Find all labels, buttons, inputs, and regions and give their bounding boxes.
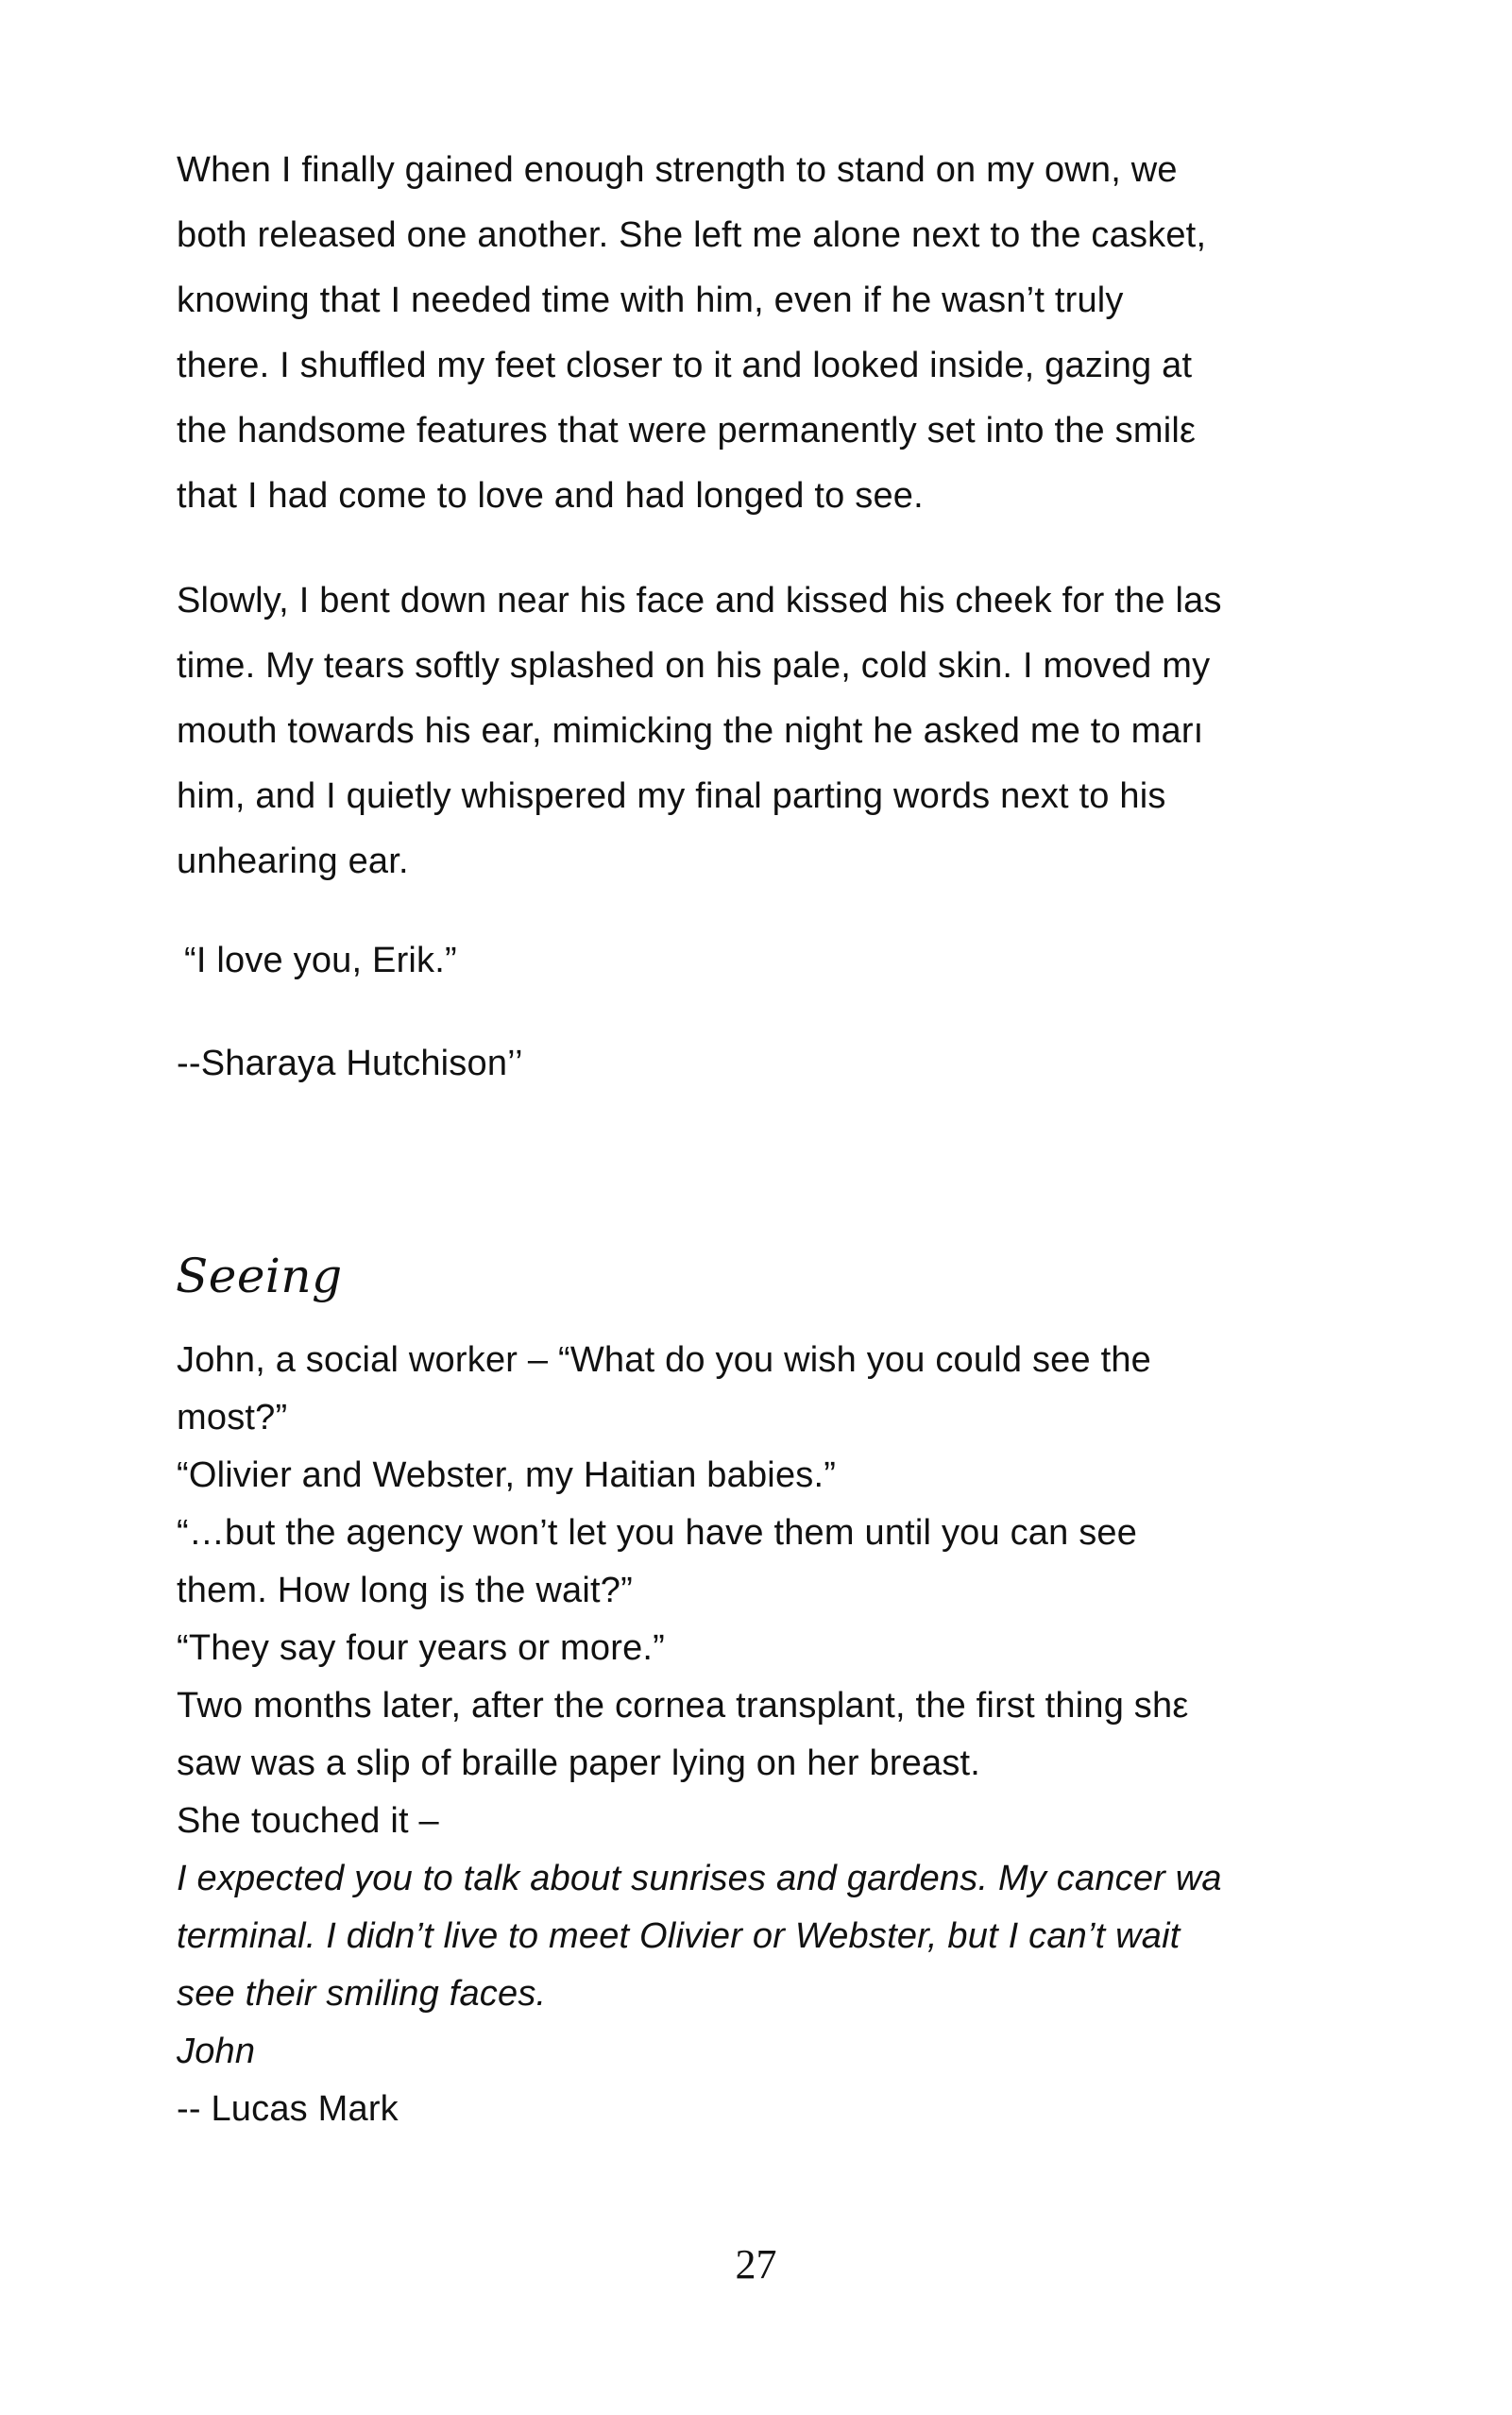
quote-text: “I love you, Erik.” xyxy=(184,941,457,980)
text-line: time. My tears softly splashed on his pale, cold skin. I moved my xyxy=(177,646,1211,686)
section-heading: Seeing xyxy=(176,1249,343,1303)
note-signature: John xyxy=(177,2032,256,2071)
text-line: She touched it – xyxy=(177,1801,439,1841)
text-line: that I had come to love and had longed to see. xyxy=(177,476,924,516)
text-line: “They say four years or more.” xyxy=(177,1628,666,1668)
author-attribution: -- Lucas Mark xyxy=(177,2089,399,2129)
quote-line xyxy=(184,937,1469,984)
text-line: mouth towards his ear, mimicking the night he asked me to marı xyxy=(177,711,1204,751)
text-line: “Olivier and Webster, my Haitian babies.” xyxy=(177,1455,837,1495)
text-line: When I finally gained enough strength to stand on my own, we xyxy=(177,150,1178,190)
text-line: unhearing ear. xyxy=(177,842,409,881)
note-line: see their smiling faces. xyxy=(177,1974,547,2014)
attribution-sharaya xyxy=(177,1040,1461,1087)
text-line: most?” xyxy=(177,1398,288,1437)
text-line: John, a social worker – “What do you wish you could see the xyxy=(177,1340,1151,1380)
story-seeing xyxy=(177,1332,1461,2138)
text-line: there. I shuffled my feet closer to it and looked inside, gazing at xyxy=(177,346,1193,385)
text-line: Two months later, after the cornea transplant, the first thing shε xyxy=(177,1686,1189,1726)
paragraph-farewell xyxy=(177,569,1461,894)
text-line: knowing that I needed time with him, even if he wasn’t truly xyxy=(177,281,1124,320)
text-line: saw was a slip of braille paper lying on her breast. xyxy=(177,1743,981,1783)
note-line: terminal. I didn’t live to meet Olivier or Webster, but I can’t wait xyxy=(177,1916,1181,1956)
paragraph-casket xyxy=(177,138,1461,529)
text-line: Slowly, I bent down near his face and kissed his cheek for the las xyxy=(177,581,1222,621)
text-line: both released one another. She left me alone next to the casket, xyxy=(177,215,1207,255)
author-attribution: --Sharaya Hutchison’’ xyxy=(177,1044,523,1083)
note-line: I expected you to talk about sunrises and gardens. My cancer wa xyxy=(177,1859,1222,1898)
text-line: “…but the agency won’t let you have them until you can see xyxy=(177,1513,1138,1553)
text-line: the handsome features that were permanently set into the smilε xyxy=(177,411,1197,451)
text-line: him, and I quietly whispered my final parting words next to his xyxy=(177,776,1166,816)
text-line: them. How long is the wait?” xyxy=(177,1571,633,1610)
page-number: 27 xyxy=(735,2241,777,2287)
